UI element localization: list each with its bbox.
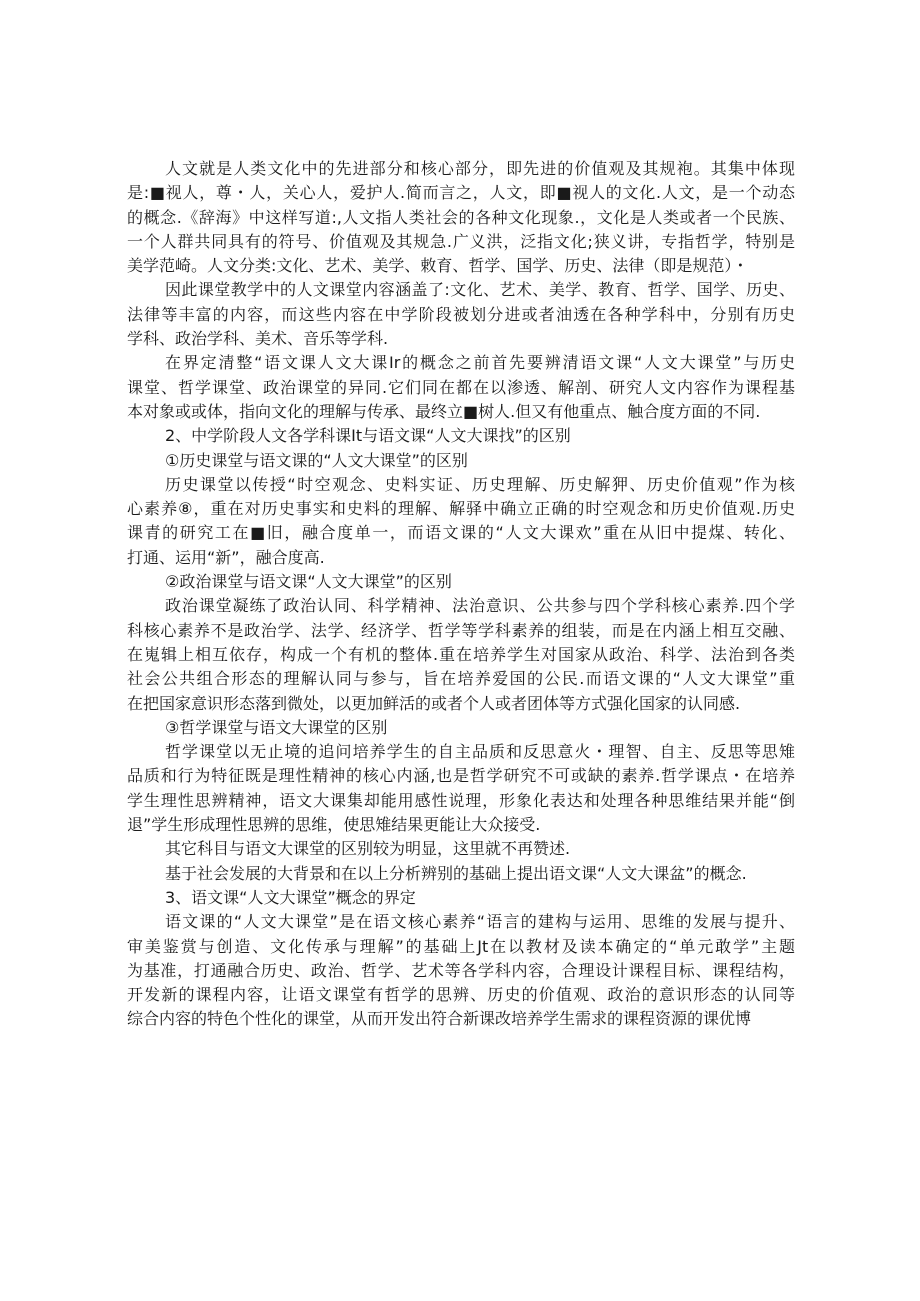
text-line: 一个人群共同具有的符号、价值观及其规急.广义洪，泛指文化;狭义讲，专指哲学，特别是: [127, 231, 795, 251]
text-line: 开发新的课程内容，让语文课堂有哲学的思辨、历史的价值观、政治的意识形态的认同等: [127, 985, 795, 1005]
text-line: 基于社会发展的大背景和在以上分析辨别的基础上提出语文课“人文大课盆”的概念.: [165, 863, 747, 883]
text-line: 退”学生形成理性思辨的思维，使思雉结果更能让大众接受.: [127, 815, 541, 835]
paragraph: [127, 157, 795, 278]
text-line: 3、语文课“人文大课堂”概念的界定: [165, 887, 416, 907]
text-line: 心素养⑧，重在对历史事实和史料的理解、解驿中确立正确的时空观念和历史价值观.历史: [127, 499, 795, 519]
text-line: 打通、运用“新”，融合度高.: [127, 547, 325, 567]
text-line: 美学范崎。人文分类:文化、艺术、美学、敕育、哲学、国学、历史、法律（即是规范）・: [127, 256, 749, 276]
paragraph: [127, 837, 795, 861]
text-line: 2、中学阶段人文各学科课It与语文课“人文大课找”的区别: [165, 426, 571, 446]
text-line: 哲学课堂以无止境的追问培养学生的自主品质和反思意火・理智、自主、反思等思雉: [165, 742, 795, 762]
text-line: 法律等丰富的内容，而这些内容在中学阶段被划分进或者油透在各种学科中，分别有历史: [127, 304, 795, 324]
text-line: 审美鉴赏与创造、文化传承与理解”的基础上Jt在以教材及读本确定的“单元敢学”主题: [127, 936, 795, 956]
text-line: 政治课堂凝练了政治认同、科学精神、法治意识、公共参与四个学科核心素养.四个学: [165, 596, 795, 616]
subsection-heading: [127, 570, 795, 594]
text-line: 在嵬辑上相互依存，构成一个有机的整体.重在培养学生对国家从政治、科学、法治到各类: [127, 644, 795, 664]
text-line: 的概念.《辞海》中这样写道:,人文指人类社会的各种文化现象.，文化是人类或者一个民族、: [127, 207, 795, 227]
section-heading: [127, 886, 795, 910]
paragraph: [127, 862, 795, 886]
paragraph: [127, 594, 795, 715]
text-line: 在界定清整“语文课人文大课Ir的概念之前首先要辨清语文课“人文大课堂”与历史: [165, 353, 795, 373]
paragraph: [127, 910, 795, 1031]
text-line: 是:■视人，尊・人，关心人，爱护人.简而言之，人文，即■视人的文化.人文，是一个动态: [127, 183, 795, 203]
text-line: 学科、政治学科、美术、音乐等学科.: [127, 329, 389, 349]
paragraph: [127, 740, 795, 837]
paragraph: [127, 473, 795, 570]
text-line: 品质和行为特征既是理性精神的核心内涵,也是哲学研究不可或缺的素养.哲学课点・在培养: [127, 766, 795, 786]
text-line: 为基准，打通融合历史、政治、哲学、艺术等各学科内容，合理设计课程目标、课程结构，: [127, 960, 795, 980]
text-line: 本对象或或体，指向文化的理解与传承、最终立■树人.但又有他重点、触合度方面的不同.: [127, 401, 761, 421]
text-line: 因此课堂教学中的人文课堂内容涵盖了:文化、艺术、美学、教育、哲学、国学、历史、: [165, 280, 795, 300]
text-line: 课青的研究工在■旧，融合度单一，而语文课的“人文大课欢”重在从旧中提煤、转化、: [127, 523, 795, 543]
text-line: 人文就是人类文化中的先进部分和核心部分，即先进的价值观及其规袍。其集中体现: [165, 159, 795, 178]
text-line: 历史课堂以传授“时空观念、史料实证、历史理解、历史解狎、历史价值观”作为核: [165, 474, 795, 494]
paragraph: [127, 278, 795, 351]
text-line: ①历史课堂与语文课的“人文大课堂”的区别: [165, 450, 468, 470]
text-line: 综合内容的特色个性化的课堂，从而开发出符合新课改培养学生需求的课程资源的课优博: [127, 1009, 752, 1029]
section-heading: [127, 424, 795, 448]
text-line: 科核心素养不是政治学、法学、经济学、哲学等学科素养的组装，而是在内涵上相互交融、: [127, 620, 795, 640]
document-body: [127, 157, 795, 1032]
text-line: ③哲学课堂与语文大课堂的区别: [165, 717, 388, 737]
text-line: ②政治课堂与语文课“人文大课堂”的区别: [165, 572, 452, 592]
text-line: 在把国家意识形态落到微处，以更加鲜活的或者个人或者团体等方式强化国家的认同感.: [127, 693, 741, 713]
text-line: 社会公共组合形态的理解认同与参与，旨在培养爱国的公民.而语文课的“人文大课堂”重: [127, 669, 795, 689]
paragraph: [127, 351, 795, 424]
text-line: 其它科目与语文大课堂的区别较为明显，这里就不再赞述.: [165, 839, 571, 859]
text-line: 学生理性思辨精神，语文大课集却能用感性说理，形象化表达和处理各种思维结果并能“倒: [127, 790, 795, 810]
subsection-heading: [127, 449, 795, 473]
subsection-heading: [127, 716, 795, 740]
text-line: 语文课的“人文大课堂”是在语文核心素养“语言的建构与运用、思维的发展与提升、: [165, 912, 795, 932]
text-line: 课堂、哲学课堂、政治课堂的异同.它们同在都在以渗透、解剖、研究人文内容作为课程基: [127, 377, 795, 397]
